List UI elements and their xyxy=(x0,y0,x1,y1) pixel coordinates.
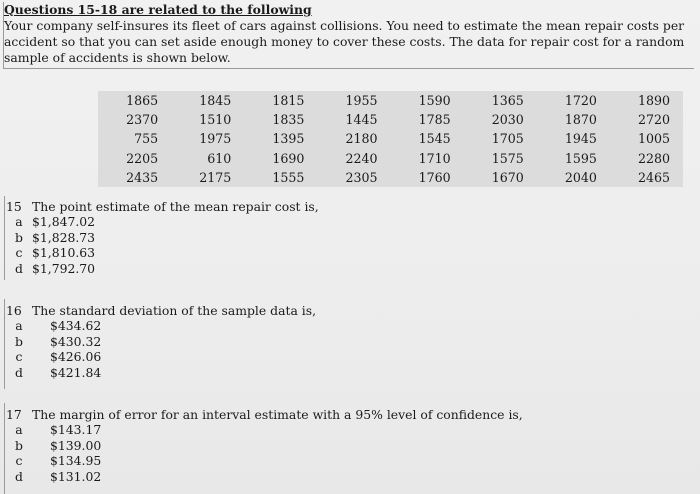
question-16 xyxy=(6,303,316,380)
option-letter: d xyxy=(15,468,23,484)
section-title: Questions 15-18 are related to the following xyxy=(4,2,312,17)
option-value: $134.95 xyxy=(50,453,102,469)
table-cell: 610 xyxy=(207,150,232,166)
table-row xyxy=(98,110,683,129)
option-value: $1,810.63 xyxy=(32,245,96,261)
option-letter: c xyxy=(15,349,23,365)
answer-option[interactable] xyxy=(6,214,319,229)
table-cell: 2305 xyxy=(345,169,378,185)
table-cell: 2205 xyxy=(126,150,159,166)
option-value: $143.17 xyxy=(50,422,102,438)
answer-option[interactable] xyxy=(6,453,523,468)
question-stem xyxy=(6,303,316,318)
table-row xyxy=(98,149,683,168)
table-cell: 1510 xyxy=(199,112,232,128)
question-stem xyxy=(6,199,319,214)
table-cell: 1845 xyxy=(199,93,232,109)
option-letter: c xyxy=(15,245,23,261)
table-cell: 1705 xyxy=(491,131,524,147)
option-letter: b xyxy=(15,333,23,349)
question-number: 15 xyxy=(6,199,22,214)
table-cell: 1395 xyxy=(272,131,305,147)
table-row xyxy=(98,168,683,187)
table-cell: 1835 xyxy=(272,112,305,128)
question-number: 17 xyxy=(6,407,22,422)
table-cell: 1945 xyxy=(564,131,597,147)
table-cell: 1870 xyxy=(564,112,597,128)
table-cell: 2180 xyxy=(345,131,378,147)
answer-option[interactable] xyxy=(6,365,316,380)
table-cell: 1545 xyxy=(418,131,451,147)
answer-option[interactable] xyxy=(6,334,316,349)
option-letter: d xyxy=(15,260,23,276)
table-cell: 1445 xyxy=(345,112,378,128)
option-letter: b xyxy=(15,437,23,453)
repair-cost-table xyxy=(98,91,683,187)
table-cell: 1005 xyxy=(637,131,670,147)
table-cell: 1815 xyxy=(272,93,305,109)
option-value: $426.06 xyxy=(50,349,102,365)
table-cell: 2280 xyxy=(637,150,670,166)
question-stem xyxy=(6,407,523,422)
left-rule xyxy=(4,196,5,280)
option-value: $1,828.73 xyxy=(32,229,96,245)
table-cell: 755 xyxy=(134,131,159,147)
question-text: The point estimate of the mean repair cost is, xyxy=(32,199,319,214)
table-cell: 1670 xyxy=(491,169,524,185)
option-letter: a xyxy=(15,318,23,334)
table-cell: 1760 xyxy=(418,169,451,185)
answer-option[interactable] xyxy=(6,318,316,333)
option-value: $421.84 xyxy=(50,364,102,380)
table-cell: 2030 xyxy=(491,112,524,128)
table-cell: 1890 xyxy=(637,93,670,109)
option-letter: c xyxy=(15,453,23,469)
question-17 xyxy=(6,407,523,484)
answer-option[interactable] xyxy=(6,422,523,437)
question-number: 16 xyxy=(6,303,22,318)
table-cell: 2720 xyxy=(637,112,670,128)
intro-box xyxy=(3,2,694,69)
left-rule xyxy=(4,299,5,389)
option-value: $430.32 xyxy=(50,333,102,349)
option-value: $1,792.70 xyxy=(32,260,96,276)
table-cell: 1365 xyxy=(491,93,524,109)
table-row xyxy=(98,91,683,110)
answer-option[interactable] xyxy=(6,230,319,245)
answer-option[interactable] xyxy=(6,438,523,453)
question-header xyxy=(3,2,695,69)
table-row xyxy=(98,129,683,148)
option-value: $1,847.02 xyxy=(32,214,96,230)
table-cell: 1975 xyxy=(199,131,232,147)
option-value: $131.02 xyxy=(50,468,102,484)
table-cell: 1865 xyxy=(126,93,159,109)
answer-option[interactable] xyxy=(6,245,319,260)
answer-option[interactable] xyxy=(6,349,316,364)
answer-option[interactable] xyxy=(6,469,523,484)
option-value: $139.00 xyxy=(50,437,102,453)
table-cell: 2465 xyxy=(637,169,670,185)
table-cell: 2435 xyxy=(126,169,159,185)
table-cell: 2370 xyxy=(126,112,159,128)
option-letter: d xyxy=(15,364,23,380)
table-cell: 1590 xyxy=(418,93,451,109)
option-value: $434.62 xyxy=(50,318,102,334)
left-rule xyxy=(4,403,5,494)
option-letter: b xyxy=(15,229,23,245)
table-cell: 1690 xyxy=(272,150,305,166)
option-letter: a xyxy=(15,214,23,230)
question-text: The margin of error for an interval estimate with a 95% level of confidence is, xyxy=(32,407,523,422)
table-cell: 2040 xyxy=(564,169,597,185)
question-15 xyxy=(6,199,319,276)
intro-text: Your company self-insures its fleet of cars against collisions. You need to estimate the mean repair costs per accident so that you can set aside enough money to cover these costs. The data for repair cost for a random sample of accidents is shown below. xyxy=(4,18,685,65)
table-cell: 2175 xyxy=(199,169,232,185)
option-letter: a xyxy=(15,422,23,438)
table-cell: 1555 xyxy=(272,169,305,185)
table-cell: 1720 xyxy=(564,93,597,109)
table-cell: 1710 xyxy=(418,150,451,166)
table-cell: 2240 xyxy=(345,150,378,166)
table-cell: 1595 xyxy=(564,150,597,166)
table-cell: 1575 xyxy=(491,150,524,166)
table-cell: 1955 xyxy=(345,93,378,109)
question-text: The standard deviation of the sample data is, xyxy=(32,303,317,318)
answer-option[interactable] xyxy=(6,261,319,276)
table-cell: 1785 xyxy=(418,112,451,128)
